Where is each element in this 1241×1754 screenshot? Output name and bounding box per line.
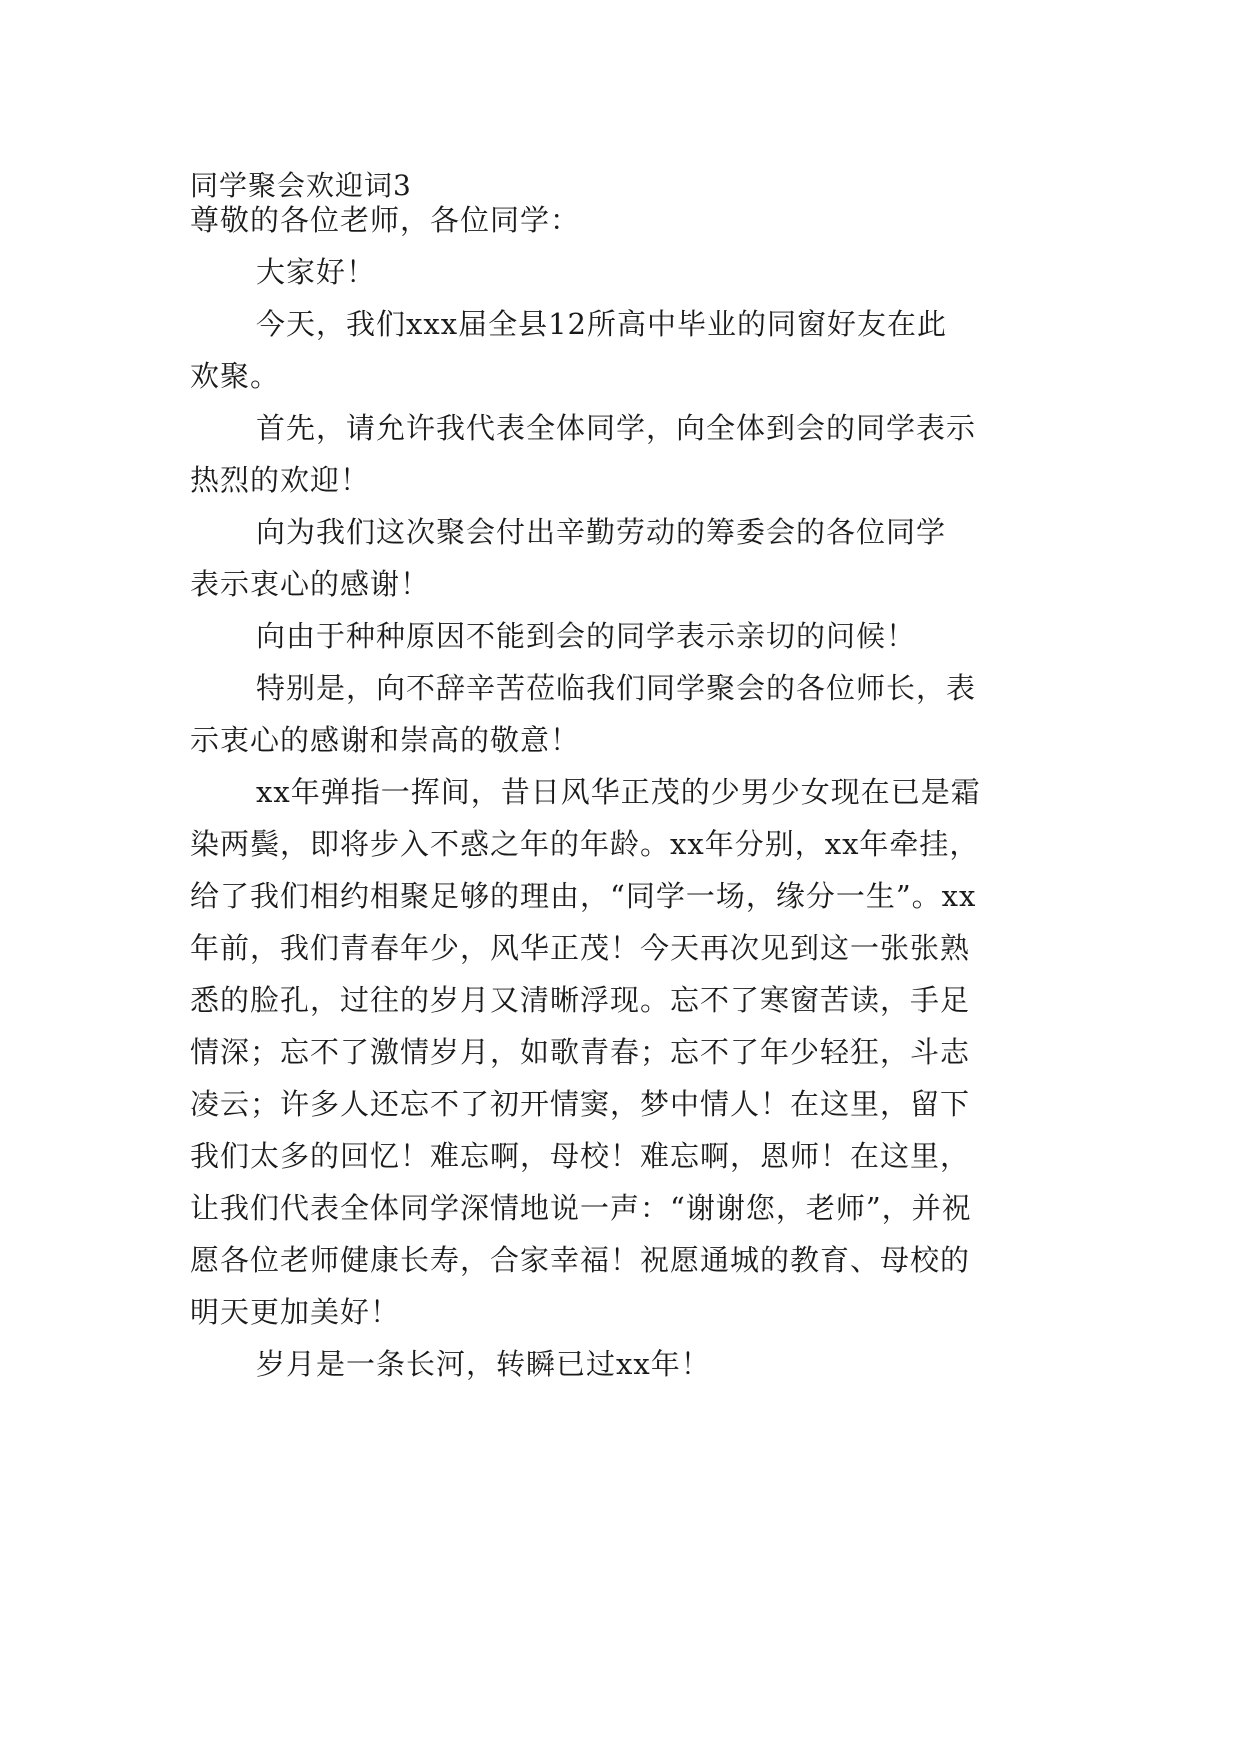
text-line: 表示衷心的感谢！	[190, 567, 431, 601]
text-line: 向为我们这次聚会付出辛勤劳动的筹委会的各位同学	[256, 515, 947, 549]
text-line: 热烈的欢迎！	[190, 463, 371, 497]
text-line: 我们太多的回忆！难忘啊，母校！难忘啊，恩师！在这里，	[190, 1139, 971, 1173]
text-line: 给了我们相约相聚足够的理由，“同学一场，缘分一生”。xx	[190, 879, 977, 913]
text-line: 示衷心的感谢和崇高的敬意！	[190, 723, 581, 757]
text-line: 情深；忘不了激情岁月，如歌青春；忘不了年少轻狂，斗志	[190, 1035, 971, 1069]
text-line: 向由于种种原因不能到会的同学表示亲切的问候！	[256, 619, 917, 653]
text-line: 首先，请允许我代表全体同学，向全体到会的同学表示	[256, 411, 977, 445]
text-line: 明天更加美好！	[190, 1295, 401, 1329]
text-line: xx年弹指一挥间，昔日风华正茂的少男少女现在已是霜	[256, 775, 981, 809]
text-line: 大家好！	[256, 255, 377, 289]
text-line: 染两鬓，即将步入不惑之年的年龄。xx年分别，xx年牵挂，	[190, 827, 980, 861]
text-line: 欢聚。	[190, 359, 281, 393]
document-title: 同学聚会欢迎词3	[190, 169, 412, 202]
text-line: 岁月是一条长河，转瞬已过xx年！	[256, 1347, 711, 1381]
text-line: 今天，我们xxx届全县12所高中毕业的同窗好友在此	[256, 307, 947, 341]
text-line: 年前，我们青春年少，风华正茂！今天再次见到这一张张熟	[190, 931, 971, 965]
text-line: 让我们代表全体同学深情地说一声：“谢谢您，老师”，并祝	[190, 1191, 972, 1225]
text-line: 愿各位老师健康长寿，合家幸福！祝愿通城的教育、母校的	[190, 1243, 971, 1277]
salutation-line: 尊敬的各位老师，各位同学：	[190, 203, 581, 237]
text-line: 特别是，向不辞辛苦莅临我们同学聚会的各位师长，表	[256, 671, 977, 705]
text-line: 悉的脸孔，过往的岁月又清晰浮现。忘不了寒窗苦读，手足	[190, 983, 971, 1017]
text-line: 凌云；许多人还忘不了初开情窦，梦中情人！在这里，留下	[190, 1087, 971, 1121]
